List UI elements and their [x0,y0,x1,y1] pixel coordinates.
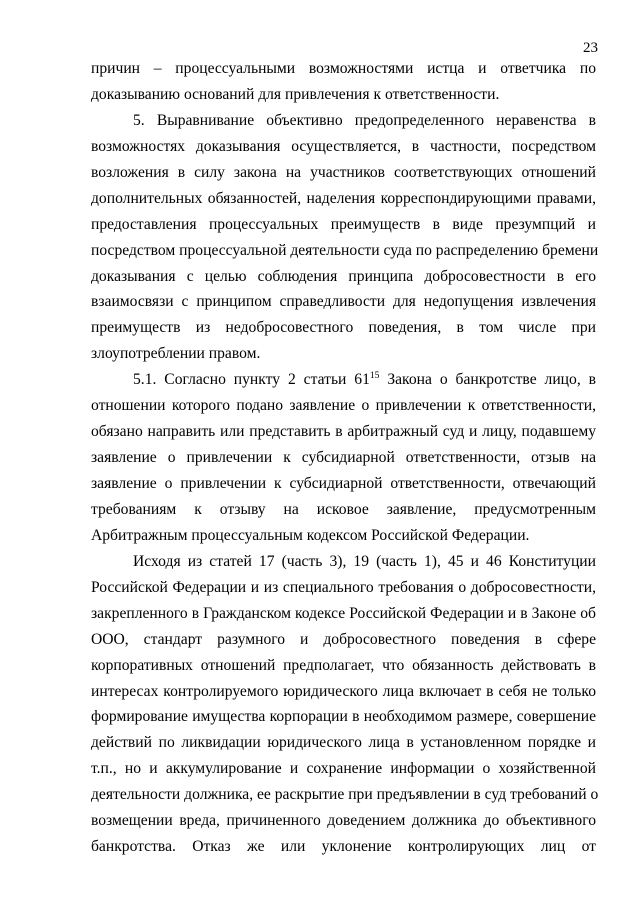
text-line: преимуществ из недобросовестного поведения, в том числе при [91,319,596,337]
text-line: требованиям к отзыву на исковое заявление, предусмотренным [91,500,596,518]
text-line: ООО, стандарт разумного и добросовестного поведения в сфере [91,630,596,648]
paragraph-5-1-start [91,367,596,393]
article-superscript: 15 [369,371,380,382]
text-line: заявление о привлечении к субсидиарной ответственности, отзыв на [91,449,596,467]
text-line: предоставления процессуальных преимуществ в виде презумпций и [91,215,596,233]
text-line: возможностях доказывания осуществляется, в частности, посредством [91,137,596,155]
text-line: Российской Федерации и из специального требования о добросовестности, [91,578,596,596]
text-line: причин – процессуальными возможностями истца и ответчика по [91,60,596,77]
text-line: отношении которого подано заявление о привлечении к ответственности, [91,397,596,415]
text-line: т.п., но и аккумулирование и сохранение информации о хозяйственной [91,760,596,778]
text-line: доказывания с целью соблюдения принципа добросовестности в его [91,267,596,285]
text-line: взаимосвязи с принципом справедливости для недопущения извлечения [91,293,596,311]
text-line: возмещении вреда, причиненного доведением должника до объективного [91,812,596,830]
text-line: закрепленного в Гражданском кодексе Российской Федерации и в Законе об [91,604,596,622]
text-line: посредством процессуальной деятельности суда по распределению бремени [91,241,599,259]
document-body [91,56,599,860]
paragraph-5-start: 5. Выравнивание объективно предопределенного неравенства в [133,111,596,129]
paragraph-constitution-start: Исходя из статей 17 (часть 3), 19 (часть 1), 45 и 46 Конституции [133,552,596,570]
text-line: деятельности должника, ее раскрытие при предъявлении в суд требований о [91,786,599,804]
paragraph-5-1-head: 5.1. Согласно пункту 2 статьи 61 [133,371,370,389]
page-number: 23 [583,40,598,56]
text-line: доказыванию оснований для привлечения к ответственности. [91,85,500,103]
text-line: возложения в силу закона на участников соответствующих отношений [91,163,596,181]
text-line: дополнительных обязанностей, наделения корреспондирующими правами, [91,189,596,207]
text-line: банкротства. Отказ же или уклонение контролирующих лиц от [91,838,596,856]
text-line: злоупотреблении правом. [91,345,261,363]
paragraph-5-1-tail: Закона о банкротстве лицо, в [379,371,596,389]
text-line: обязано направить или представить в арбитражный суд и лицу, подавшему [91,423,596,441]
text-line: действий по ликвидации юридического лица в установленном порядке и [91,734,596,752]
text-line: интересах контролируемого юридического лица включает в себя не только [91,682,596,700]
text-line: корпоративных отношений предполагает, что обязанность действовать в [91,656,596,674]
text-line: формирование имущества корпорации в необходимом размере, совершение [91,708,596,726]
text-line: Арбитражным процессуальным кодексом Российской Федерации. [91,526,530,544]
text-line: заявление о привлечении к субсидиарной ответственности, отвечающий [91,475,596,492]
